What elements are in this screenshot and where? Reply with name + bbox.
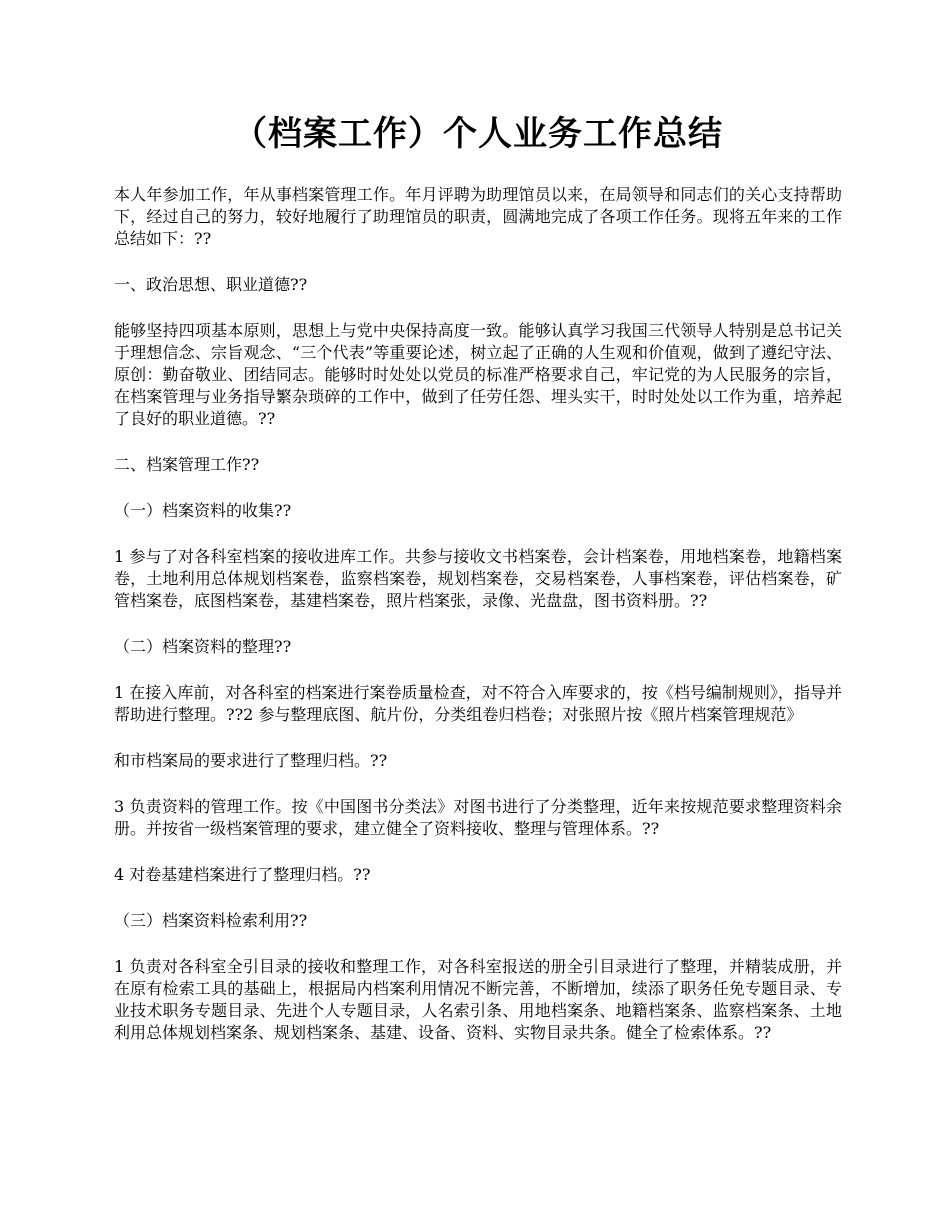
- paragraph-politics: 能够坚持四项基本原则，思想上与党中央保持高度一致。能够认真学习我国三代领导人特别是总书记关于理想信念、宗旨观念、“三个代表”等重要论述，树立起了正确的人生观和价值观，做到了遵纪守法、原创：勤奋敬业、团结同志。能够时时处处以党员的标准严格要求自己，牢记党的为人民服务的宗旨，在档案管理与业务指导繁杂琐碎的工作中，做到了任劳任怨、埋头实干，时时处处以工作为重，培养起了良好的职业道德。??: [114, 321, 842, 428]
- subsection-heading-organization: （二）档案资料的整理??: [114, 637, 292, 656]
- document-title: （档案工作）个人业务工作总结: [233, 114, 723, 154]
- paragraph-intro: 本人年参加工作，年从事档案管理工作。年月评聘为助理馆员以来，在局领导和同志们的关心支持帮助下，经过自己的努力，较好地履行了助理馆员的职责，圆满地完成了各项工作任务。现将五年来的工作总结如下：??: [114, 185, 842, 248]
- paragraph-collection: 1 参与了对各科室档案的接收进库工作。共参与接收文书档案卷，会计档案卷，用地档案卷，地籍档案卷，土地利用总体规划档案卷，监察档案卷，规划档案卷，交易档案卷，人事档案卷，评估档案卷，矿管档案卷，底图档案卷，基建档案卷，照片档案张，录像、光盘盘，图书资料册。??: [114, 547, 842, 610]
- subsection-heading-retrieval: （三）档案资料检索利用??: [114, 911, 308, 930]
- paragraph-organization-4: 4 对卷基建档案进行了整理归档。??: [114, 865, 371, 884]
- paragraph-organization-3: 3 负责资料的管理工作。按《中国图书分类法》对图书进行了分类整理，近年来按规范要求整理资料余册。并按省一级档案管理的要求，建立健全了资料接收、整理与管理体系。??: [114, 797, 842, 838]
- paragraph-organization-2: 和市档案局的要求进行了整理归档。??: [114, 751, 388, 770]
- paragraph-organization-1: 1 在接入库前，对各科室的档案进行案卷质量检查，对不符合入库要求的，按《档号编制规则》，指导并帮助进行整理。??2 参与整理底图、航片份，分类组卷归档卷；对张照片按《照片档案管理规范》: [114, 683, 842, 724]
- document-page: [114, 112, 842, 1068]
- section-heading-archive-management: 二、档案管理工作??: [114, 455, 260, 474]
- section-heading-politics: 一、政治思想、职业道德??: [114, 275, 308, 294]
- subsection-heading-collection: （一）档案资料的收集??: [114, 501, 292, 520]
- paragraph-retrieval: 1 负责对各科室全引目录的接收和整理工作，对各科室报送的册全引目录进行了整理，并精装成册，并在原有检索工具的基础上，根据局内档案利用情况不断完善，不断增加，续添了职务任免专题目录、专业技术职务专题目录、先进个人专题目录，人名索引条、用地档案条、地籍档案条、监察档案条、土地利用总体规划档案条、规划档案条、基建、设备、资料、实物目录共条。健全了检索体系。??: [114, 957, 842, 1042]
